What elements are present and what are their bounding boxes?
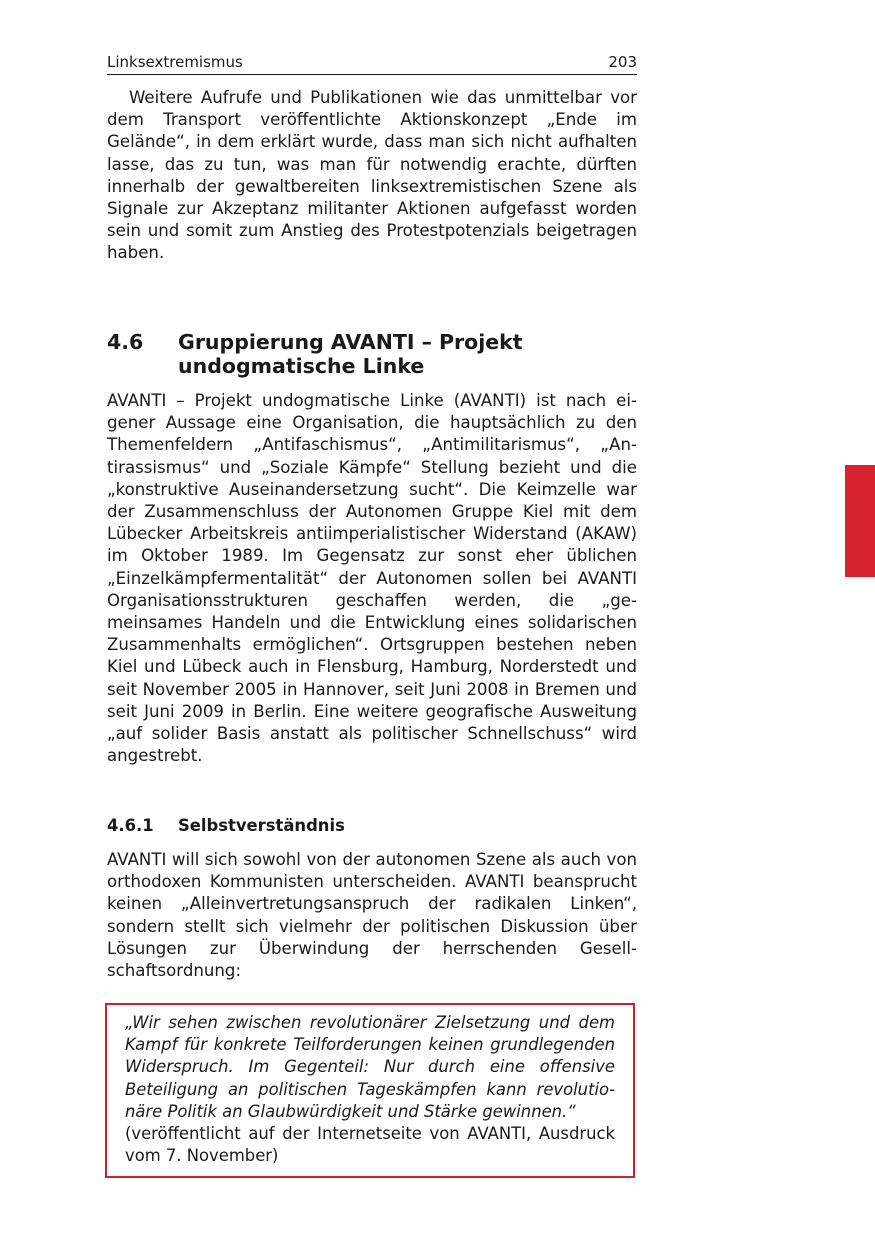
quote-source: (veröffentlicht auf der Internetseite von AVANTI, Ausdruck vom 7. November)	[125, 1124, 615, 1166]
running-header	[107, 52, 637, 75]
section-title: Gruppierung AVANTI – Projekt undogmatische Linke	[178, 330, 523, 378]
quote-text: „Wir sehen zwischen revolutionärer Zielsetzung und dem Kampf für konkrete Teilforderungen keinen grundlegenden Widerspruch. Im Gegenteil: Nur durch eine offensive Beteiligung an politischen Tageskämpfen kann revolutionäre Politik an Glaubwürdigkeit und Stärke gewinnen.“	[125, 1013, 615, 1121]
subsection-number: 4.6.1	[107, 816, 154, 835]
chapter-thumb-tab	[845, 465, 875, 577]
subsection-title: Selbstverständnis	[178, 816, 345, 835]
quote-box	[105, 1003, 635, 1178]
running-title: Linksextremismus	[107, 53, 243, 71]
paragraph-selbstverstaendnis: AVANTI will sich sowohl von der autonomen Szene als auch von orthodoxen Kommunisten unterscheiden. AVANTI beansprucht keinen „Alleinvertretungsanspruch der radikalen Linken“, sondern stellt sich vielmehr der politischen Diskussion über Lösungen zur Überwindung der herrschenden Gesellschaftsordnung:	[107, 850, 637, 981]
section-number: 4.6	[107, 330, 144, 354]
paragraph-avanti: AVANTI – Projekt undogmatische Linke (AVANTI) ist nach eigener Aussage eine Organisation, die hauptsächlich zu den Themenfeldern „Antifaschismus“, „Antimilitarismus“, „Antirassismus“ und „Soziale Kämpfe“ Stellung bezieht und die „konstruktive Auseinandersetzung sucht“. Die Keimzelle war der Zusammenschluss der Autonomen Gruppe Kiel mit dem Lübecker Arbeitskreis antiimperialistischer Widerstand (AKAW) im Oktober 1989. Im Gegensatz zur sonst eher üblichen „Einzelkämpfermentalität“ der Autonomen sollen bei AVANTI Organisationsstrukturen geschaffen werden, die „gemeinsames Handeln und die Entwicklung eines solidarischen Zusammenhalts ermöglichen“. Ortsgruppen bestehen neben Kiel und Lübeck auch in Flensburg, Hamburg, Norderstedt und seit November 2005 in Hannover, seit Juni 2008 in Bremen und seit Juni 2009 in Berlin. Eine weitere geografische Ausweitung „auf solider Basis anstatt als politischer Schnellschuss“ wird angestrebt.	[107, 391, 637, 766]
page-number: 203	[608, 53, 637, 71]
paragraph-intro: Weitere Aufrufe und Publikationen wie das unmittelbar vor dem Transport veröffentlichte Aktionskonzept „Ende im Gelände“, in dem erklärt wurde, dass man sich nicht aufhalten lasse, das zu tun, was man für notwendig erachte, dürften innerhalb der gewaltbereiten linksextremistischen Szene als Signale zur Akzeptanz militanter Aktionen aufgefasst worden sein und somit zum Anstieg des Protestpotenzials beigetragen haben.	[107, 88, 637, 263]
